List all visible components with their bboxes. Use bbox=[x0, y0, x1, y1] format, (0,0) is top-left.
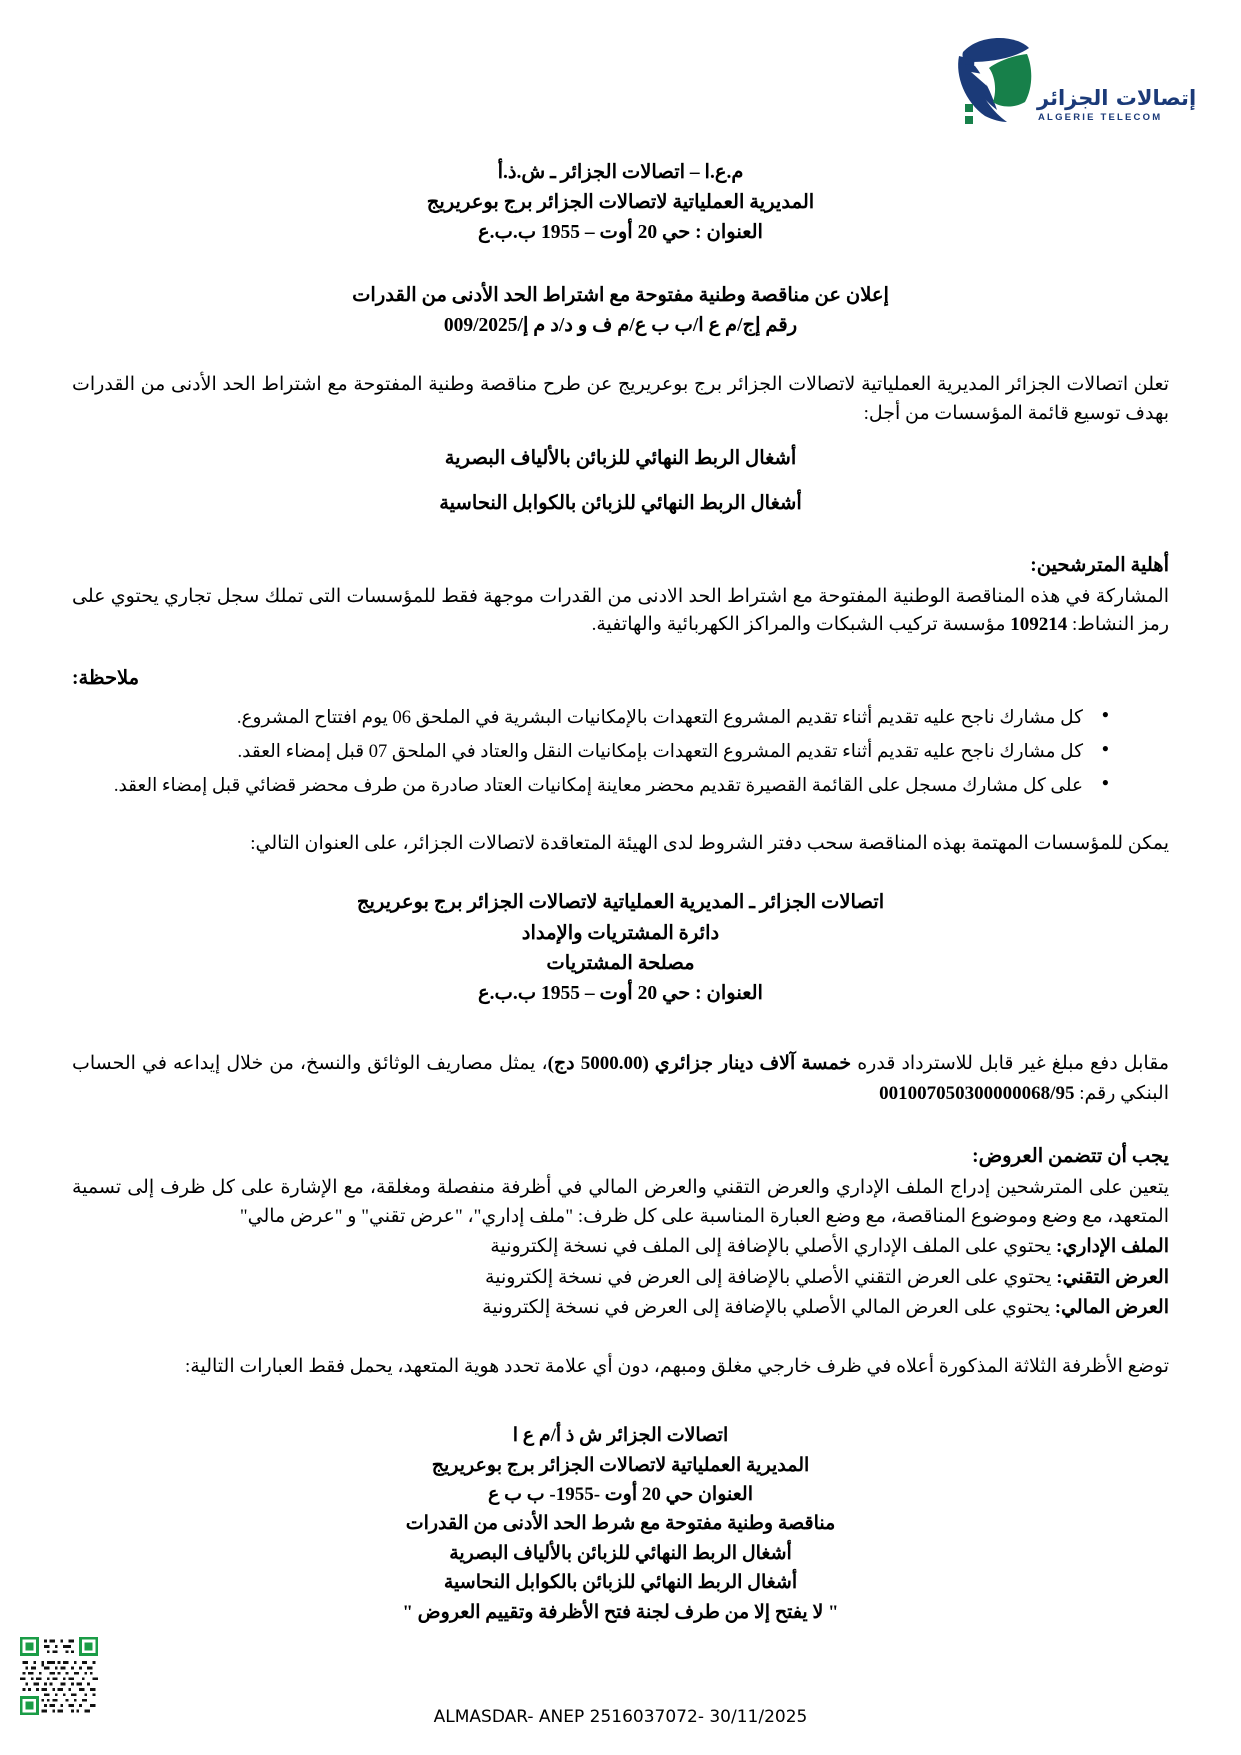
payment-amount: خمسة آلاف دينار جزائري (5000.00 دج) bbox=[547, 1053, 852, 1075]
address-line-4: العنوان : حي 20 أوت – 1955 ب.ب.ع bbox=[478, 983, 763, 1005]
list-item: ● على كل مشارك مسجل على القائمة القصيرة تقديم محضر معاينة إمكانيات العتاد صادرة من طرف محضر قضائي قبل إمضاء العقد. bbox=[72, 772, 1109, 800]
contracting-address-block bbox=[72, 888, 1169, 1009]
algerie-telecom-logo bbox=[941, 28, 1197, 128]
envelope-line-5: أشغال الربط النهائي للزبائن بالألياف البصرية bbox=[449, 1542, 792, 1564]
address-line-3: مصلحة المشتريات bbox=[546, 952, 695, 974]
activity-code: 109214 bbox=[1010, 614, 1068, 636]
offer-item-administrative bbox=[72, 1233, 1169, 1262]
envelope-line-3: العنوان حي 20 أوت -1955- ب ب ع bbox=[488, 1484, 753, 1506]
offers-closing-paragraph: توضع الأظرفة الثلاثة المذكورة أعلاه في ظرف خارجي مغلق ومبهم، دون أي علامة تحدد هوية المتعهد، يحمل فقط العبارات التالية: bbox=[185, 1355, 1169, 1377]
offers-heading: يجب أن تتضمن العروض: bbox=[972, 1146, 1169, 1168]
eligibility-text bbox=[72, 583, 1169, 640]
organisation-block bbox=[72, 158, 1169, 249]
withdrawal-paragraph: يمكن للمؤسسات المهتمة بهذه المناقصة سحب دفتر الشروط لدى الهيئة المتعاقدة لاتصالات الجزائر، على العنوان التالي: bbox=[250, 832, 1169, 854]
logo-arabic-label: إتصالات الجزائر bbox=[1037, 86, 1197, 110]
note-heading: ملاحظة: bbox=[72, 667, 140, 689]
envelope-line-2: المديرية العملياتية لاتصالات الجزائر برج بوعريريج bbox=[431, 1454, 810, 1476]
note-bullet-list bbox=[72, 704, 1169, 800]
org-line-1: م.ع.ا – اتصالات الجزائر ـ ش.ذ.أ bbox=[497, 162, 744, 183]
address-line-2: دائرة المشتريات والإمداد bbox=[521, 922, 720, 944]
bank-account-number: 001007050300000068/95 bbox=[879, 1082, 1075, 1104]
org-line-3: العنوان : حي 20 أوت – 1955 ب.ب.ع bbox=[478, 222, 763, 244]
offer-item-label: العرض التقني: bbox=[1056, 1266, 1169, 1288]
envelope-line-1: اتصالات الجزائر ش ذ أ/م ع ا bbox=[512, 1425, 729, 1447]
envelope-line-6: أشغال الربط النهائي للزبائن بالكوابل النحاسية bbox=[443, 1572, 798, 1594]
offer-item-text: يحتوي على العرض المالي الأصلي بالإضافة إلى العرض في نسخة إلكترونية bbox=[482, 1297, 1055, 1319]
announcement-title bbox=[72, 281, 1169, 341]
eligibility-text-before: المشاركة في هذه المناقصة الوطنية المفتوحة مع اشتراط الحد الادنى من القدرات موجهة فقط للمؤسسات التى تملك سجل تجاري يحتوي على رمز النشاط: bbox=[72, 585, 1169, 636]
logo-latin-label: ALGERIE TELECOM bbox=[1038, 112, 1163, 123]
offer-item-technical bbox=[72, 1264, 1169, 1293]
footer-anep-line: ALMASDAR- ANEP 2516037072- 30/11/2025 bbox=[433, 1707, 808, 1727]
intro-paragraph: تعلن اتصالات الجزائر المديرية العملياتية لاتصالات الجزائر برج بوعريريج عن طرح مناقصة وطنية المفتوحة مع اشتراط الحد الأدنى من القدرات بهدف توسيع قائمة المؤسسات من أجل: bbox=[72, 374, 1169, 424]
payment-text-after: ، يمثل مصاريف الوثائق والنسخ، من خلال إيداعه في الحساب البنكي رقم: bbox=[72, 1053, 1169, 1104]
offer-item-text: يحتوي على الملف الإداري الأصلي بالإضافة إلى الملف في نسخة إلكترونية bbox=[490, 1236, 1056, 1258]
subject-line-2: أشغال الربط النهائي للزبائن بالكوابل النحاسية bbox=[439, 493, 802, 515]
address-line-1: اتصالات الجزائر ـ المديرية العملياتية لاتصالات الجزائر برج بوعريريج bbox=[356, 892, 885, 914]
list-item: ● كل مشارك ناجح عليه تقديم أثناء تقديم المشروع التعهدات بإمكانيات النقل والعتاد في الملحق 07 قبل إمضاء العقد. bbox=[72, 738, 1109, 766]
announcement-reference: رقم إج/م ع ا/ب ب ع/م ف و د/د م إ/009/2025 bbox=[443, 314, 798, 336]
offer-item-label: العرض المالي: bbox=[1054, 1297, 1169, 1319]
offers-intro: يتعين على المترشحين إدراج الملف الإداري والعرض التقني والعرض المالي في أظرفة منفصلة ومغلقة، مع الإشارة على كل ظرف إلى تسمية المتعهد، مع وضع وموضوع المناقصة، مع وضع العبارة المناسبة على كل ظرف: "ملف إداري"، "عرض تقني" و "عرض مالي" bbox=[72, 1177, 1169, 1227]
envelope-marking-block bbox=[72, 1421, 1169, 1627]
offer-item-financial bbox=[72, 1294, 1169, 1323]
qr-code-icon bbox=[20, 1637, 98, 1715]
envelope-line-7: " لا يفتح إلا من طرف لجنة فتح الأظرفة وتقييم العروض " bbox=[402, 1601, 839, 1623]
offer-item-label: الملف الإداري: bbox=[1056, 1236, 1169, 1258]
document-header bbox=[72, 28, 1197, 136]
payment-paragraph bbox=[72, 1049, 1169, 1108]
list-item: ● كل مشارك ناجح عليه تقديم أثناء تقديم المشروع التعهدات بالإمكانيات البشرية في الملحق 06 يوم افتتاح المشروع. bbox=[72, 704, 1109, 732]
subject-line-1: أشغال الربط النهائي للزبائن بالألياف البصرية bbox=[444, 448, 797, 470]
offer-item-text: يحتوي على العرض التقني الأصلي بالإضافة إلى العرض في نسخة إلكترونية bbox=[485, 1266, 1057, 1288]
org-line-2: المديرية العملياتية لاتصالات الجزائر برج بوعريريج bbox=[426, 192, 815, 214]
envelope-line-4: مناقصة وطنية مفتوحة مع شرط الحد الأدنى من القدرات bbox=[405, 1513, 836, 1535]
payment-text-before: مقابل دفع مبلغ غير قابل للاسترداد قدره bbox=[851, 1053, 1170, 1075]
eligibility-text-after: مؤسسة تركيب الشبكات والمراكز الكهربائية والهاتفية. bbox=[591, 614, 1011, 636]
announcement-title-line: إعلان عن مناقصة وطنية مفتوحة مع اشتراط الحد الأدنى من القدرات bbox=[352, 284, 889, 306]
eligibility-heading: أهلية المترشحين: bbox=[1030, 554, 1169, 576]
